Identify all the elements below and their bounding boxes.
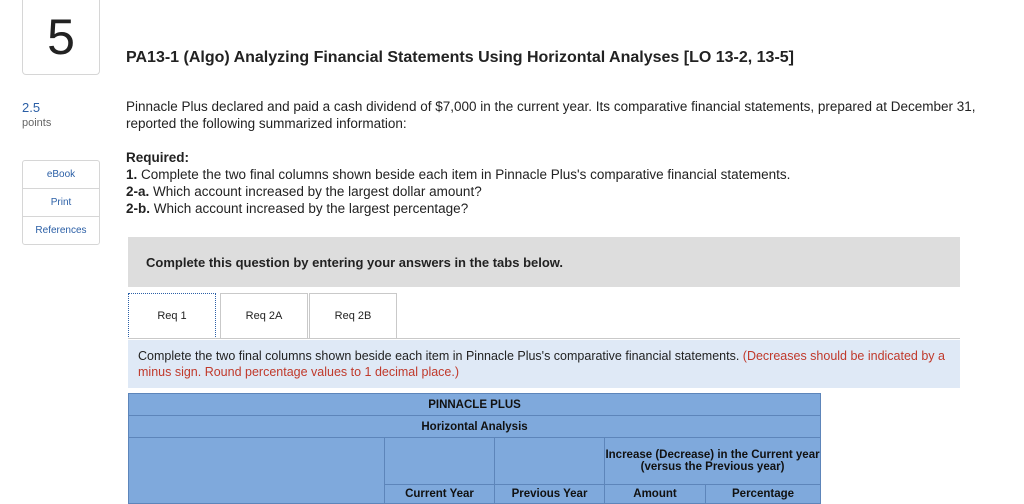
tab-req-1[interactable]: Req 1 (128, 293, 216, 339)
req1-number: 1. (126, 167, 138, 182)
req2a-number: 2-a. (126, 184, 150, 199)
points-label: points (22, 117, 52, 129)
ebook-link[interactable]: eBook (23, 161, 99, 189)
instructions-banner (128, 237, 960, 287)
resources-panel (22, 160, 100, 245)
table-company-name: PINNACLE PLUS (129, 394, 821, 416)
horizontal-analysis-table (128, 393, 821, 504)
references-link[interactable]: References (35, 225, 87, 236)
required-heading: Required: (126, 150, 190, 165)
req2b-text: Which account increased by the largest percentage? (150, 201, 469, 216)
points-block (22, 100, 51, 129)
account-column-header (129, 438, 385, 504)
instructions-text: Complete this question by entering your answers in the tabs below. (146, 254, 564, 270)
requirement-2b (126, 200, 976, 217)
req2b-number: 2-b. (126, 201, 151, 216)
tab-req-2b[interactable]: Req 2B (309, 293, 397, 339)
current-year-header: Current Year (385, 485, 495, 504)
blank-header-cell (495, 438, 605, 485)
tab-instructions-note: (Decreases should be indicated by a minus sign. Round percentage values to 1 decimal place.) (138, 349, 945, 379)
tab-instructions (128, 340, 960, 388)
req2a-text: Which account increased by the largest dollar amount? (149, 184, 482, 199)
percentage-header: Percentage (706, 485, 821, 504)
table-subtitle: Horizontal Analysis (129, 416, 821, 438)
increase-decrease-header: Increase (Decrease) in the Current year (versus the Previous year) (605, 438, 821, 485)
previous-year-header: Previous Year (495, 485, 605, 504)
print-link[interactable]: Print (23, 189, 99, 217)
blank-header-cell (385, 438, 495, 485)
requirement-1 (126, 166, 976, 183)
tab-req-2a[interactable]: Req 2A (220, 293, 308, 339)
req1-text: Complete the two final columns shown beside each item in Pinnacle Plus's comparative financial statements. (137, 167, 791, 182)
required-section (126, 149, 976, 217)
tab-divider (128, 338, 960, 339)
problem-title: PA13-1 (Algo) Analyzing Financial Statements Using Horizontal Analyses [LO 13-2, 13-5] (126, 49, 794, 66)
requirement-2a (126, 183, 976, 200)
question-number: 5 (22, 0, 100, 75)
amount-header: Amount (605, 485, 706, 504)
tab-instructions-main: Complete the two final columns shown beside each item in Pinnacle Plus's comparative financial statements. (138, 349, 743, 363)
problem-intro: Pinnacle Plus declared and paid a cash dividend of $7,000 in the current year. Its comparative financial statements, prepared at December 31, reported the following summarized information: (126, 99, 976, 131)
points-value: 2.5 (22, 100, 41, 115)
